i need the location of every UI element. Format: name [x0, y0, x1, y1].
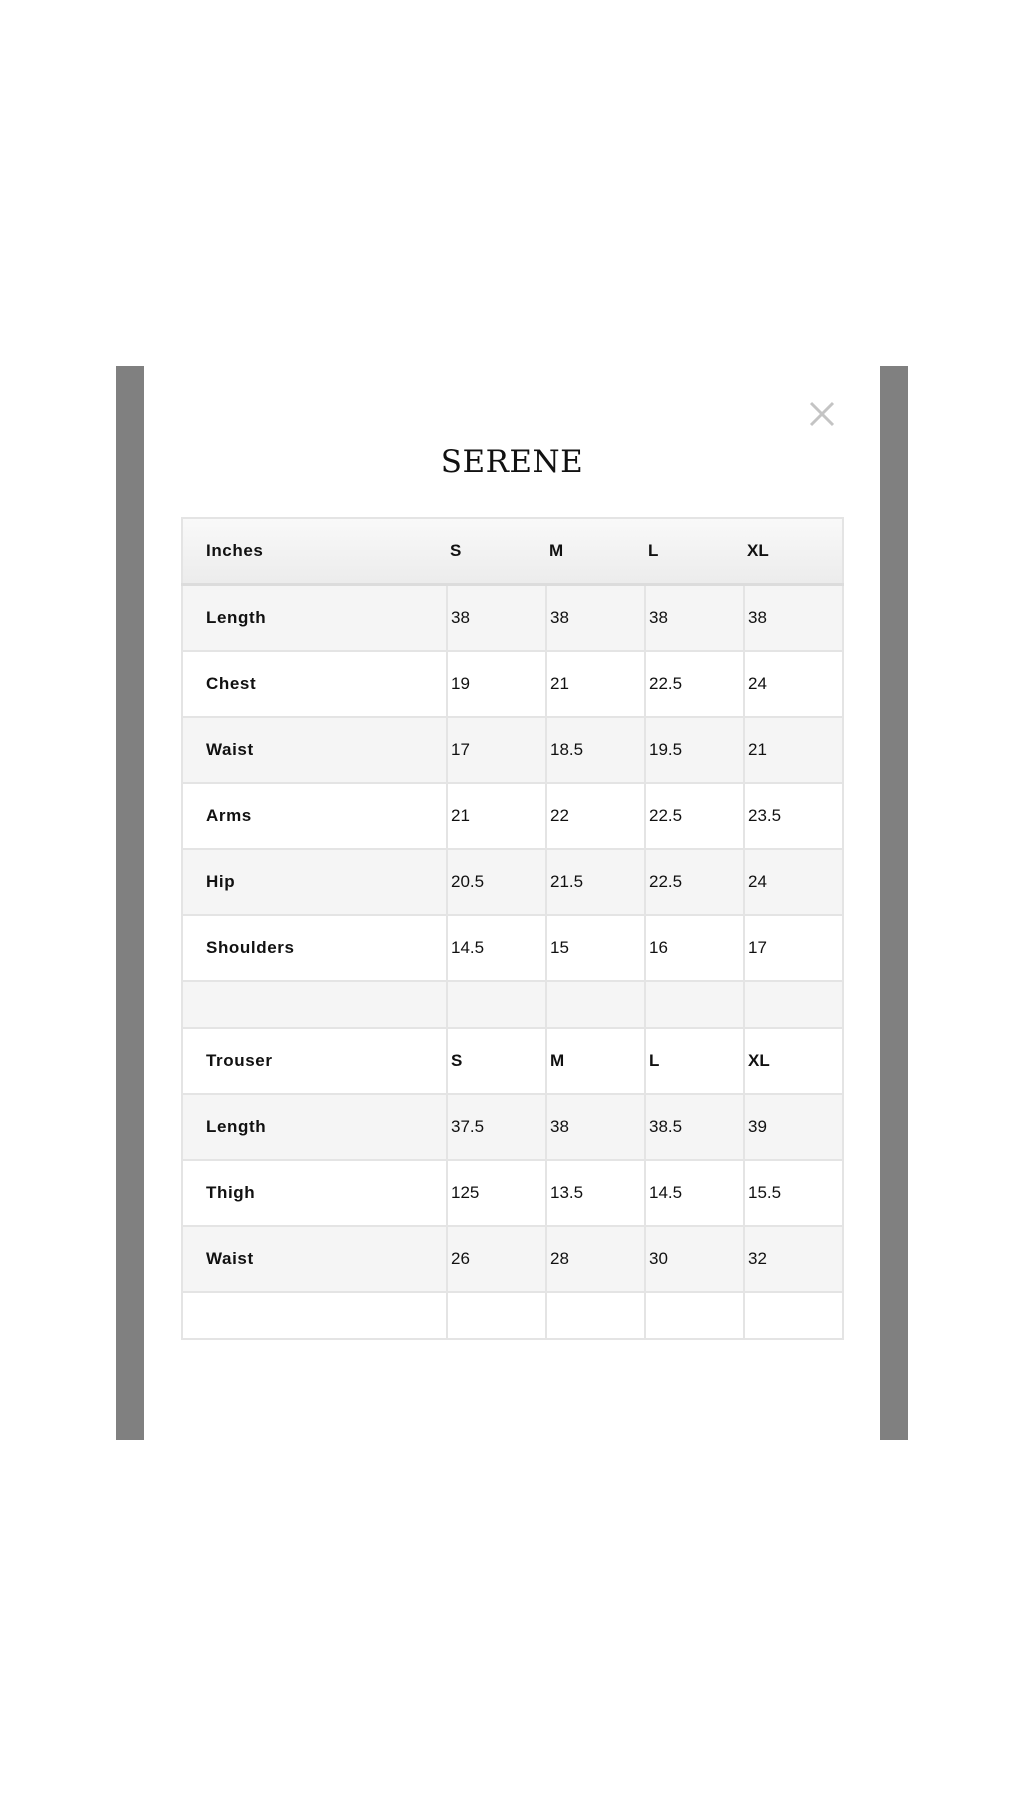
table-cell: 14.5 [645, 1160, 744, 1226]
table-cell: 21 [447, 783, 546, 849]
header-cell: M [546, 1028, 645, 1094]
table-cell: 19.5 [645, 717, 744, 783]
table-row [182, 651, 843, 717]
header-cell: S [447, 518, 546, 585]
table-row [182, 783, 843, 849]
table-cell: 22.5 [645, 651, 744, 717]
table-cell: 24 [744, 849, 843, 915]
table-cell: 37.5 [447, 1094, 546, 1160]
header-cell: L [645, 1028, 744, 1094]
header-cell: XL [744, 518, 843, 585]
empty-cell [182, 981, 447, 1028]
table-cell: 38 [744, 585, 843, 652]
table-cell: 20.5 [447, 849, 546, 915]
header-cell: XL [744, 1028, 843, 1094]
table-row [182, 849, 843, 915]
table-cell: 14.5 [447, 915, 546, 981]
table-cell: 38 [546, 585, 645, 652]
row-label: Length [182, 1094, 447, 1160]
empty-cell [546, 1292, 645, 1339]
modal-title: SERENE [440, 444, 584, 480]
size-chart-modal [144, 366, 880, 1440]
table-cell: 32 [744, 1226, 843, 1292]
size-chart-table [181, 517, 844, 1340]
table-row [182, 585, 843, 652]
empty-cell [744, 1292, 843, 1339]
table-cell: 21 [546, 651, 645, 717]
header-cell: L [645, 518, 744, 585]
header-cell: Trouser [182, 1028, 447, 1094]
header-cell: S [447, 1028, 546, 1094]
table-cell: 16 [645, 915, 744, 981]
empty-cell [744, 981, 843, 1028]
table-cell: 15.5 [744, 1160, 843, 1226]
table-cell: 19 [447, 651, 546, 717]
table-cell: 24 [744, 651, 843, 717]
table-cell: 22.5 [645, 849, 744, 915]
table-cell: 17 [744, 915, 843, 981]
empty-cell [645, 981, 744, 1028]
empty-cell [182, 1292, 447, 1339]
table-cell: 22.5 [645, 783, 744, 849]
row-label: Thigh [182, 1160, 447, 1226]
table-cell: 23.5 [744, 783, 843, 849]
table-cell: 26 [447, 1226, 546, 1292]
table-cell: 38.5 [645, 1094, 744, 1160]
row-label: Waist [182, 717, 447, 783]
table-header-row [182, 518, 843, 585]
spacer-row [182, 981, 843, 1028]
row-label: Waist [182, 1226, 447, 1292]
table-row [182, 1094, 843, 1160]
table-row [182, 1160, 843, 1226]
empty-cell [546, 981, 645, 1028]
row-label: Chest [182, 651, 447, 717]
table-cell: 38 [447, 585, 546, 652]
empty-cell [447, 981, 546, 1028]
header-cell: M [546, 518, 645, 585]
table-cell: 13.5 [546, 1160, 645, 1226]
empty-cell [447, 1292, 546, 1339]
row-label: Shoulders [182, 915, 447, 981]
table-cell: 15 [546, 915, 645, 981]
table-cell: 22 [546, 783, 645, 849]
table-row [182, 717, 843, 783]
table-cell: 125 [447, 1160, 546, 1226]
table-cell: 18.5 [546, 717, 645, 783]
row-label: Hip [182, 849, 447, 915]
table-cell: 17 [447, 717, 546, 783]
trouser-header-row [182, 1028, 843, 1094]
row-label: Arms [182, 783, 447, 849]
table-cell: 21 [744, 717, 843, 783]
table-cell: 38 [645, 585, 744, 652]
table-cell: 39 [744, 1094, 843, 1160]
table-cell: 38 [546, 1094, 645, 1160]
table-cell: 30 [645, 1226, 744, 1292]
table-row [182, 915, 843, 981]
close-icon [806, 398, 838, 430]
spacer-row [182, 1292, 843, 1339]
empty-cell [645, 1292, 744, 1339]
row-label: Length [182, 585, 447, 652]
table-row [182, 1226, 843, 1292]
header-cell: Inches [182, 518, 447, 585]
close-button[interactable] [806, 398, 838, 430]
table-cell: 21.5 [546, 849, 645, 915]
table-cell: 28 [546, 1226, 645, 1292]
